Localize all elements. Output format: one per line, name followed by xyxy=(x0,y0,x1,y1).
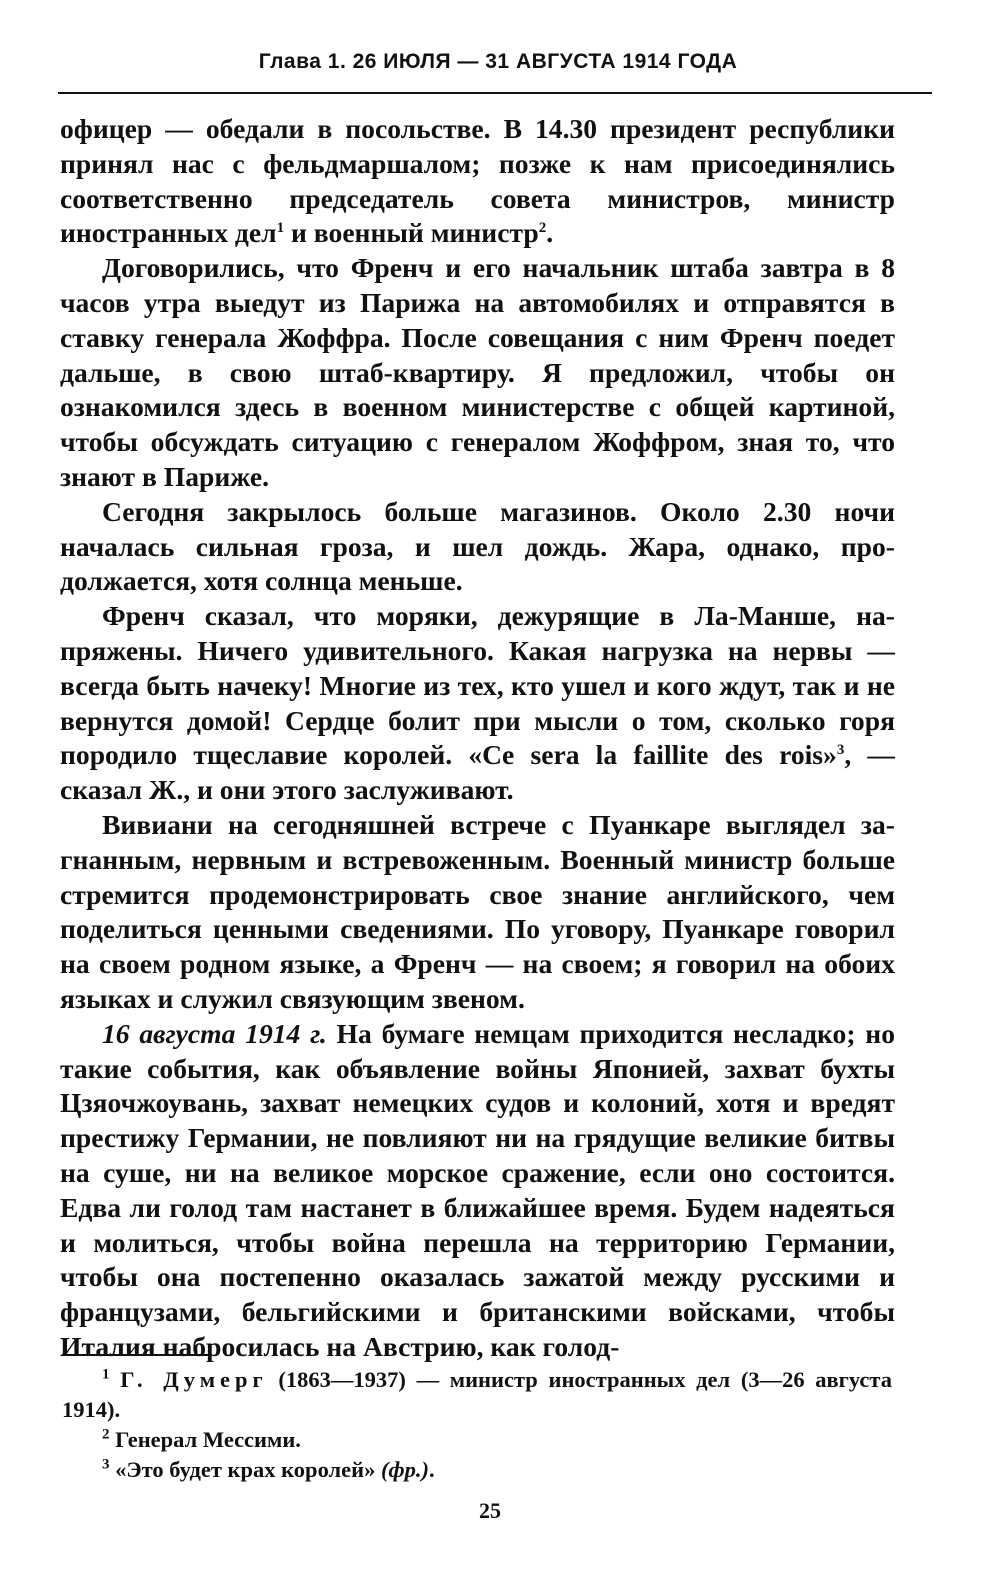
diary-entry xyxy=(60,1017,895,1365)
footnote-2 xyxy=(62,1425,892,1455)
entry-date: 16 августа 1914 г. xyxy=(102,1017,327,1049)
footnote-number: 1 xyxy=(102,1366,110,1383)
page-number: 25 xyxy=(479,1498,501,1523)
text-run: офицер — обедали в посольстве. В 14.30 президент республики принял нас с фельдмаршалом; позже к нам присоединялись соответственно председатель совета министров, министр иностранных дел xyxy=(60,113,895,249)
footnote-1 xyxy=(62,1365,892,1425)
paragraph: Договорились, что Френч и его начальник штаба завтра в 8 часов утра выедут из Парижа на автомобилях и отправятся в ставку генерала Жоффра. После совещания с ним Френч поедет дальше, в свою штаб-квартиру. Я предложил, чтобы он ознакомился здесь в военном министерстве с общей картиной, чтобы обсуждать ситуацию с генералом Жоффром, зная то, что знают в Париже. xyxy=(60,252,895,492)
paragraph: Вивиани на сегодняшней встрече с Пуанкаре выглядел загнанным, нервным и встревоженным. Военный министр больше стремится продемонстрировать свое знание английского, чем поделиться ценными сведениями. По уговору, Пуанкаре говорил на своем родном языке, а Френч — на своем; я говорил на обоих языках и служил связующим звеном. xyxy=(60,808,895,1014)
footnote-divider xyxy=(62,1354,208,1356)
main-text xyxy=(60,112,895,1365)
footnote-text: Генерал Мессими. xyxy=(115,1427,301,1452)
footnote-number: 2 xyxy=(102,1426,110,1443)
text-run: На бумаге немцам приходится несладко; но такие события, как объявление войны Японией, захват бухты Цзяочжоувань, захват немецких судов и колоний, хотя и вредят престижу Германии, не повлияют ни на грядущие великие битвы на суше, ни на великое морское сражение, если оно состоится. Едва ли голод там настанет в ближайшее время. Будем надеяться и молиться, чтобы война перешла на территорию Германии, чтобы она постепенно оказалась зажатой между русскими и французами, бельгийскими и британскими войсками, чтобы Италия набросилась на Австрию, как голод- xyxy=(60,1017,895,1362)
text-run: Френч сказал, что моряки, дежурящие в Ла-Манше, напряжены. Ничего удивительного. Какая нагрузка на нервы — всегда быть начеку! Многие из тех, кто ушел и кого ждут, так и не вернутся домой! Сердце болит при мысли о том, сколько горя породило тщеславие королей. «Ce sera la faillite des rois» xyxy=(60,600,895,771)
footnotes xyxy=(62,1365,892,1485)
footnote-3 xyxy=(62,1455,892,1485)
footnote-ref[interactable]: 1 xyxy=(276,220,285,237)
footnote-name: Г. Думерг xyxy=(120,1367,268,1392)
footnote-lang: (фр.) xyxy=(380,1457,429,1482)
footnote-number: 3 xyxy=(102,1456,110,1473)
paragraph xyxy=(60,112,895,251)
running-header: Глава 1. 26 ИЮЛЯ — 31 АВГУСТА 1914 ГОДА xyxy=(258,50,738,73)
text-run: и военный министр xyxy=(284,217,539,249)
footnote-ref[interactable]: 3 xyxy=(836,742,845,759)
paragraph xyxy=(60,599,895,808)
footnote-text: (1863—1937) — министр иностранных дел (3—26 августа 1914). xyxy=(62,1367,892,1422)
footnote-text: «Это будет крах королей» xyxy=(115,1457,381,1482)
paragraph: Сегодня закрылось больше магазинов. Около 2.30 ночи началась сильная гроза, и шел дождь. Жара, однако, продолжается, хотя солнца меньше. xyxy=(60,495,895,597)
footnote-ref[interactable]: 2 xyxy=(538,220,547,237)
header-divider xyxy=(58,92,932,94)
text-run: . xyxy=(546,217,554,249)
text-run: , — сказал Ж., и они этого заслуживают. xyxy=(60,739,895,806)
footnote-end: . xyxy=(428,1457,435,1482)
